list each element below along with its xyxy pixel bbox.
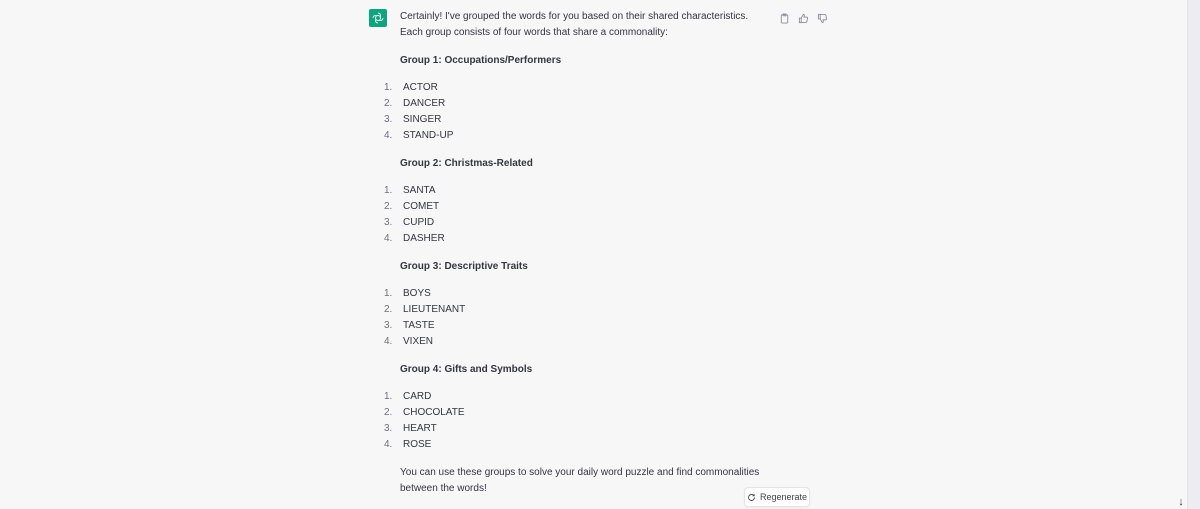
message-intro: Certainly! I've grouped the words for you based on their shared characteristics. Each group consists of four words that share a commonality: [400,11,749,38]
group-list [384,183,445,247]
list-word: BOYS [403,288,431,299]
list-item [384,231,445,247]
list-number: 1. [384,185,393,196]
group-title: Group 4: Gifts and Symbols [400,364,533,375]
list-item [384,112,453,128]
list-item [384,183,445,199]
refresh-icon [747,493,756,502]
list-word: VIXEN [403,336,434,347]
list-word: DASHER [403,233,445,244]
regenerate-label: Regenerate [759,492,808,502]
list-number: 2. [384,201,393,212]
list-word: CUPID [403,217,435,228]
list-item [384,421,465,437]
group-list [384,286,465,350]
list-item [384,199,445,215]
list-number: 3. [384,217,393,228]
list-word: STAND-UP [403,130,454,141]
list-item [384,334,465,350]
list-number: 3. [384,423,393,434]
list-word: ACTOR [403,82,438,93]
list-number: 3. [384,114,393,125]
group-title: Group 1: Occupations/Performers [400,55,562,66]
list-number: 4. [384,233,393,244]
list-number: 2. [384,98,393,109]
list-word: CARD [403,391,432,402]
list-item [384,128,453,144]
list-number: 4. [384,130,393,141]
list-number: 4. [384,336,393,347]
group-title: Group 3: Descriptive Traits [400,261,528,272]
list-word: CHOCOLATE [403,407,465,418]
list-word: COMET [403,201,440,212]
list-item [384,286,465,302]
thumbs-up-icon[interactable] [798,11,809,22]
list-item [384,80,453,96]
list-number: 4. [384,439,393,450]
list-item [384,405,465,421]
group-title: Group 2: Christmas-Related [400,158,533,169]
scrollbar[interactable] [1187,0,1200,509]
list-number: 3. [384,320,393,331]
list-word: TASTE [403,320,435,331]
group-list [384,389,465,453]
list-item [384,437,465,453]
list-item [384,318,465,334]
list-number: 1. [384,82,393,93]
arrow-down-icon[interactable]: ↓ [1178,496,1184,508]
list-word: SANTA [403,185,436,196]
list-word: DANCER [403,98,446,109]
list-word: LIEUTENANT [403,304,466,315]
list-item [384,389,465,405]
list-item [384,215,445,231]
regenerate-button[interactable] [744,487,810,507]
message-actions [779,11,828,22]
group-list [384,80,453,144]
message-outro: You can use these groups to solve your daily word puzzle and find commonalities between the words! [400,467,760,494]
list-number: 1. [384,288,393,299]
list-item [384,302,465,318]
list-item [384,96,453,112]
clipboard-icon[interactable] [779,11,790,22]
list-number: 1. [384,391,393,402]
list-number: 2. [384,407,393,418]
list-word: HEART [403,423,437,434]
thumbs-down-icon[interactable] [817,11,828,22]
openai-logo-icon [369,9,387,27]
list-word: ROSE [403,439,432,450]
list-word: SINGER [403,114,442,125]
list-number: 2. [384,304,393,315]
